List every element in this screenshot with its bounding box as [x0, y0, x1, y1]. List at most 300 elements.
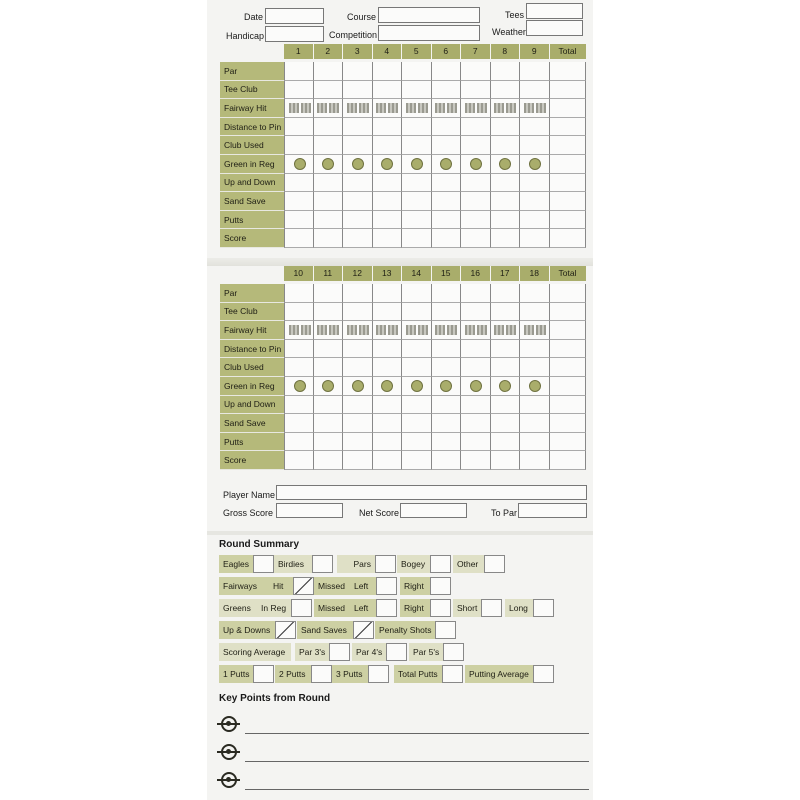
score-cell[interactable] [491, 358, 521, 377]
score-cell[interactable] [343, 174, 373, 193]
score-cell[interactable] [432, 358, 462, 377]
score-cell[interactable] [491, 155, 521, 174]
up-downs-box[interactable] [275, 621, 296, 639]
par5-box[interactable] [443, 643, 464, 661]
score-cell[interactable] [284, 451, 314, 470]
score-cell[interactable] [432, 211, 462, 230]
score-cell[interactable] [402, 229, 432, 248]
putting-average-box[interactable] [533, 665, 554, 683]
score-cell[interactable] [284, 284, 314, 303]
score-cell[interactable] [314, 229, 344, 248]
total-cell[interactable] [550, 321, 586, 340]
score-cell[interactable] [373, 62, 403, 81]
score-cell[interactable] [491, 118, 521, 137]
green-in-reg-marker[interactable] [381, 380, 393, 392]
score-cell[interactable] [461, 284, 491, 303]
score-cell[interactable] [461, 136, 491, 155]
fairway-hit-marker[interactable] [418, 103, 428, 113]
score-cell[interactable] [461, 321, 491, 340]
date-field[interactable] [265, 8, 324, 24]
score-cell[interactable] [461, 396, 491, 415]
score-cell[interactable] [402, 396, 432, 415]
score-cell[interactable] [373, 81, 403, 100]
greens-inreg-box[interactable] [291, 599, 312, 617]
key-point-line-3[interactable] [245, 789, 589, 790]
green-in-reg-marker[interactable] [294, 380, 306, 392]
score-cell[interactable] [520, 62, 550, 81]
score-cell[interactable] [402, 377, 432, 396]
row-label: Par [220, 284, 284, 303]
score-cell[interactable] [520, 321, 550, 340]
fairway-hit-marker[interactable] [359, 103, 369, 113]
score-cell[interactable] [284, 396, 314, 415]
green-in-reg-marker[interactable] [499, 380, 511, 392]
total-cell[interactable] [550, 118, 586, 137]
score-cell[interactable] [343, 414, 373, 433]
score-cell[interactable] [343, 284, 373, 303]
score-cell[interactable] [343, 81, 373, 100]
green-in-reg-marker[interactable] [411, 158, 423, 170]
score-cell[interactable] [314, 377, 344, 396]
total-cell[interactable] [550, 451, 586, 470]
score-cell[interactable] [314, 174, 344, 193]
green-in-reg-marker[interactable] [529, 380, 541, 392]
fairway-hit-marker[interactable] [524, 103, 534, 113]
fairway-hit-marker[interactable] [359, 325, 369, 335]
score-cell[interactable] [402, 433, 432, 452]
score-cell[interactable] [284, 118, 314, 137]
fairway-hit-marker[interactable] [406, 325, 416, 335]
score-cell[interactable] [402, 155, 432, 174]
score-cell[interactable] [402, 118, 432, 137]
score-cell[interactable] [432, 414, 462, 433]
pars-box[interactable] [375, 555, 396, 573]
total-cell[interactable] [550, 414, 586, 433]
score-cell[interactable] [343, 396, 373, 415]
fairway-hit-marker[interactable] [406, 103, 416, 113]
par5-label: Par 5's [409, 643, 443, 661]
score-cell[interactable] [491, 303, 521, 322]
score-cell[interactable] [461, 211, 491, 230]
score-cell[interactable] [373, 414, 403, 433]
score-cell[interactable] [520, 340, 550, 359]
score-cell[interactable] [343, 433, 373, 452]
other-box[interactable] [484, 555, 505, 573]
score-cell[interactable] [373, 340, 403, 359]
score-cell[interactable] [343, 118, 373, 137]
score-cell[interactable] [520, 81, 550, 100]
score-cell[interactable] [432, 62, 462, 81]
fairway-hit-marker[interactable] [317, 103, 327, 113]
score-cell[interactable] [343, 303, 373, 322]
score-cell[interactable] [373, 433, 403, 452]
score-cell[interactable] [432, 284, 462, 303]
score-cell[interactable] [373, 155, 403, 174]
score-cell[interactable] [284, 433, 314, 452]
fairway-hit-marker[interactable] [465, 103, 475, 113]
score-cell[interactable] [284, 358, 314, 377]
score-cell[interactable] [432, 118, 462, 137]
fairway-hit-marker[interactable] [347, 103, 357, 113]
par3-box[interactable] [329, 643, 350, 661]
greens-right-box[interactable] [430, 599, 451, 617]
total-cell[interactable] [550, 377, 586, 396]
fairway-hit-marker[interactable] [465, 325, 475, 335]
fairway-hit-marker[interactable] [347, 325, 357, 335]
green-in-reg-marker[interactable] [440, 380, 452, 392]
score-cell[interactable] [314, 155, 344, 174]
fairway-hit-marker[interactable] [536, 325, 546, 335]
green-in-reg-marker[interactable] [440, 158, 452, 170]
fairways-left-box[interactable] [376, 577, 397, 595]
score-cell[interactable] [491, 99, 521, 118]
fairway-hit-marker[interactable] [301, 103, 311, 113]
score-cell[interactable] [491, 433, 521, 452]
fairway-hit-marker[interactable] [494, 103, 504, 113]
score-cell[interactable] [284, 211, 314, 230]
score-cell[interactable] [373, 284, 403, 303]
score-cell[interactable] [520, 451, 550, 470]
score-cell[interactable] [314, 340, 344, 359]
fairway-hit-marker[interactable] [388, 325, 398, 335]
score-cell[interactable] [314, 211, 344, 230]
row-label: Distance to Pin [220, 340, 284, 359]
score-cell[interactable] [284, 136, 314, 155]
score-cell[interactable] [461, 303, 491, 322]
greens-long-label: Long [505, 599, 533, 617]
score-cell[interactable] [314, 451, 344, 470]
total-cell[interactable] [550, 155, 586, 174]
score-cell[interactable] [373, 99, 403, 118]
score-cell[interactable] [402, 99, 432, 118]
score-cell[interactable] [432, 321, 462, 340]
total-cell[interactable] [550, 358, 586, 377]
score-cell[interactable] [520, 136, 550, 155]
score-cell[interactable] [402, 211, 432, 230]
score-cell[interactable] [343, 377, 373, 396]
score-cell[interactable] [373, 451, 403, 470]
score-cell[interactable] [520, 192, 550, 211]
score-cell[interactable] [432, 396, 462, 415]
score-cell[interactable] [520, 377, 550, 396]
score-cell[interactable] [402, 414, 432, 433]
key-point-line-1[interactable] [245, 733, 589, 734]
score-cell[interactable] [343, 99, 373, 118]
gross-score-field[interactable] [276, 503, 343, 518]
score-cell[interactable] [402, 136, 432, 155]
weather-field[interactable] [526, 20, 583, 36]
score-cell[interactable] [402, 303, 432, 322]
score-cell[interactable] [284, 99, 314, 118]
fairway-hit-marker[interactable] [329, 325, 339, 335]
bogey-box[interactable] [430, 555, 451, 573]
score-cell[interactable] [343, 229, 373, 248]
score-cell[interactable] [373, 377, 403, 396]
score-cell[interactable] [491, 377, 521, 396]
score-cell[interactable] [491, 192, 521, 211]
score-cell[interactable] [491, 136, 521, 155]
score-cell[interactable] [432, 99, 462, 118]
score-cell[interactable] [402, 358, 432, 377]
score-cell[interactable] [402, 451, 432, 470]
score-cell[interactable] [432, 229, 462, 248]
fairway-hit-marker[interactable] [536, 103, 546, 113]
score-cell[interactable] [343, 358, 373, 377]
score-cell[interactable] [461, 414, 491, 433]
row-label: Putts [220, 433, 284, 452]
score-cell[interactable] [314, 136, 344, 155]
sand-saves-box[interactable] [353, 621, 374, 639]
fairway-hit-marker[interactable] [376, 325, 386, 335]
fairway-hit-marker[interactable] [494, 325, 504, 335]
score-cell[interactable] [491, 414, 521, 433]
score-cell[interactable] [314, 99, 344, 118]
score-cell[interactable] [343, 451, 373, 470]
score-cell[interactable] [402, 321, 432, 340]
score-cell[interactable] [461, 229, 491, 248]
fairway-hit-marker[interactable] [418, 325, 428, 335]
score-cell[interactable] [432, 451, 462, 470]
score-cell[interactable] [520, 174, 550, 193]
key-point-line-2[interactable] [245, 761, 589, 762]
score-cell[interactable] [373, 358, 403, 377]
two-putts-box[interactable] [311, 665, 332, 683]
score-cell[interactable] [461, 99, 491, 118]
fairway-hit-marker[interactable] [477, 103, 487, 113]
green-in-reg-marker[interactable] [470, 158, 482, 170]
score-cell[interactable] [520, 303, 550, 322]
green-in-reg-marker[interactable] [352, 380, 364, 392]
score-cell[interactable] [284, 340, 314, 359]
score-cell[interactable] [314, 358, 344, 377]
fairway-hit-marker[interactable] [447, 325, 457, 335]
score-cell[interactable] [491, 211, 521, 230]
fairway-hit-marker[interactable] [477, 325, 487, 335]
to-par-field[interactable] [518, 503, 587, 518]
green-in-reg-marker[interactable] [352, 158, 364, 170]
total-cell[interactable] [550, 99, 586, 118]
score-cell[interactable] [284, 229, 314, 248]
score-cell[interactable] [373, 211, 403, 230]
fairway-hit-marker[interactable] [506, 325, 516, 335]
score-cell[interactable] [461, 192, 491, 211]
score-cell[interactable] [491, 284, 521, 303]
score-cell[interactable] [461, 433, 491, 452]
total-cell[interactable] [550, 211, 586, 230]
score-cell[interactable] [343, 62, 373, 81]
score-cell[interactable] [343, 340, 373, 359]
score-cell[interactable] [491, 396, 521, 415]
score-cell[interactable] [491, 62, 521, 81]
fairways-hit-box[interactable] [293, 577, 314, 595]
green-in-reg-marker[interactable] [470, 380, 482, 392]
three-putts-box[interactable] [368, 665, 389, 683]
eagles-box[interactable] [253, 555, 274, 573]
score-cell[interactable] [284, 155, 314, 174]
score-cell[interactable] [461, 174, 491, 193]
score-cell[interactable] [343, 155, 373, 174]
fairway-hit-marker[interactable] [317, 325, 327, 335]
green-in-reg-marker[interactable] [322, 380, 334, 392]
row-label: Green in Reg [220, 377, 284, 396]
green-in-reg-marker[interactable] [411, 380, 423, 392]
score-cell[interactable] [520, 118, 550, 137]
score-cell[interactable] [520, 284, 550, 303]
score-cell[interactable] [520, 358, 550, 377]
score-cell[interactable] [343, 211, 373, 230]
score-cell[interactable] [314, 414, 344, 433]
score-cell[interactable] [432, 155, 462, 174]
row-label: Tee Club [220, 81, 284, 100]
score-cell[interactable] [402, 192, 432, 211]
score-cell[interactable] [314, 396, 344, 415]
score-cell[interactable] [402, 284, 432, 303]
score-cell[interactable] [284, 377, 314, 396]
score-cell[interactable] [402, 340, 432, 359]
score-cell[interactable] [520, 433, 550, 452]
score-cell[interactable] [402, 62, 432, 81]
total-cell[interactable] [550, 174, 586, 193]
score-cell[interactable] [373, 229, 403, 248]
green-in-reg-marker[interactable] [499, 158, 511, 170]
green-in-reg-marker[interactable] [529, 158, 541, 170]
score-cell[interactable] [284, 303, 314, 322]
fairway-hit-marker[interactable] [289, 325, 299, 335]
score-cell[interactable] [461, 155, 491, 174]
score-cell[interactable] [284, 62, 314, 81]
green-in-reg-marker[interactable] [294, 158, 306, 170]
score-cell[interactable] [343, 192, 373, 211]
score-cell[interactable] [314, 321, 344, 340]
score-cell[interactable] [491, 340, 521, 359]
score-cell[interactable] [284, 414, 314, 433]
row-label: Fairway Hit [220, 99, 284, 118]
score-cell[interactable] [373, 396, 403, 415]
player-name-field[interactable] [276, 485, 587, 500]
score-cell[interactable] [461, 451, 491, 470]
score-cell[interactable] [491, 229, 521, 248]
score-cell[interactable] [314, 284, 344, 303]
score-cell[interactable] [432, 81, 462, 100]
fairway-hit-marker[interactable] [289, 103, 299, 113]
score-cell[interactable] [520, 155, 550, 174]
score-cell[interactable] [432, 192, 462, 211]
fairway-hit-marker[interactable] [435, 325, 445, 335]
penalty-shots-box[interactable] [435, 621, 456, 639]
total-cell[interactable] [550, 340, 586, 359]
score-cell[interactable] [402, 174, 432, 193]
score-cell[interactable] [432, 340, 462, 359]
bogey-label: Bogey [397, 555, 431, 573]
score-cell[interactable] [461, 377, 491, 396]
score-cell[interactable] [314, 81, 344, 100]
score-cell[interactable] [284, 192, 314, 211]
total-cell[interactable] [550, 229, 586, 248]
score-cell[interactable] [461, 62, 491, 81]
score-cell[interactable] [461, 340, 491, 359]
green-in-reg-marker[interactable] [381, 158, 393, 170]
score-cell[interactable] [520, 396, 550, 415]
competition-field[interactable] [378, 25, 480, 41]
course-field[interactable] [378, 7, 480, 23]
score-cell[interactable] [491, 174, 521, 193]
score-cell[interactable] [314, 433, 344, 452]
total-cell[interactable] [550, 136, 586, 155]
fairway-hit-marker[interactable] [506, 103, 516, 113]
score-cell[interactable] [402, 81, 432, 100]
score-cell[interactable] [343, 136, 373, 155]
score-cell[interactable] [520, 414, 550, 433]
total-putts-box[interactable] [442, 665, 463, 683]
score-cell[interactable] [314, 118, 344, 137]
score-cell[interactable] [373, 321, 403, 340]
score-cell[interactable] [432, 303, 462, 322]
green-in-reg-marker[interactable] [322, 158, 334, 170]
score-cell[interactable] [461, 118, 491, 137]
score-cell[interactable] [461, 358, 491, 377]
fairways-right-box[interactable] [430, 577, 451, 595]
fairway-hit-marker[interactable] [329, 103, 339, 113]
total-cell[interactable] [550, 284, 586, 303]
score-cell[interactable] [314, 303, 344, 322]
greens-short-box[interactable] [481, 599, 502, 617]
total-cell[interactable] [550, 433, 586, 452]
score-cell[interactable] [491, 451, 521, 470]
total-cell[interactable] [550, 81, 586, 100]
greens-left-box[interactable] [376, 599, 397, 617]
fairway-hit-marker[interactable] [376, 103, 386, 113]
score-cell[interactable] [284, 81, 314, 100]
greens-long-box[interactable] [533, 599, 554, 617]
score-cell[interactable] [520, 99, 550, 118]
par4-box[interactable] [386, 643, 407, 661]
score-cell[interactable] [314, 192, 344, 211]
score-cell[interactable] [373, 174, 403, 193]
score-cell[interactable] [491, 321, 521, 340]
total-cell[interactable] [550, 192, 586, 211]
score-cell[interactable] [520, 211, 550, 230]
birdies-box[interactable] [312, 555, 333, 573]
score-cell[interactable] [373, 192, 403, 211]
score-cell[interactable] [432, 136, 462, 155]
handicap-field[interactable] [265, 26, 324, 42]
score-cell[interactable] [284, 321, 314, 340]
fairway-hit-marker[interactable] [447, 103, 457, 113]
one-putts-box[interactable] [253, 665, 274, 683]
score-cell[interactable] [284, 174, 314, 193]
score-cell[interactable] [432, 433, 462, 452]
score-cell[interactable] [432, 174, 462, 193]
total-cell[interactable] [550, 303, 586, 322]
fairway-hit-marker[interactable] [524, 325, 534, 335]
total-cell[interactable] [550, 396, 586, 415]
tees-field[interactable] [526, 3, 583, 19]
score-cell[interactable] [461, 81, 491, 100]
score-cell[interactable] [373, 303, 403, 322]
total-cell[interactable] [550, 62, 586, 81]
score-cell[interactable] [343, 321, 373, 340]
score-cell[interactable] [491, 81, 521, 100]
fairway-hit-marker[interactable] [435, 103, 445, 113]
score-cell[interactable] [432, 377, 462, 396]
score-cell[interactable] [314, 62, 344, 81]
fairway-hit-marker[interactable] [301, 325, 311, 335]
score-cell[interactable] [373, 118, 403, 137]
score-cell[interactable] [520, 229, 550, 248]
fairway-hit-marker[interactable] [388, 103, 398, 113]
score-cell[interactable] [373, 136, 403, 155]
net-score-field[interactable] [400, 503, 467, 518]
